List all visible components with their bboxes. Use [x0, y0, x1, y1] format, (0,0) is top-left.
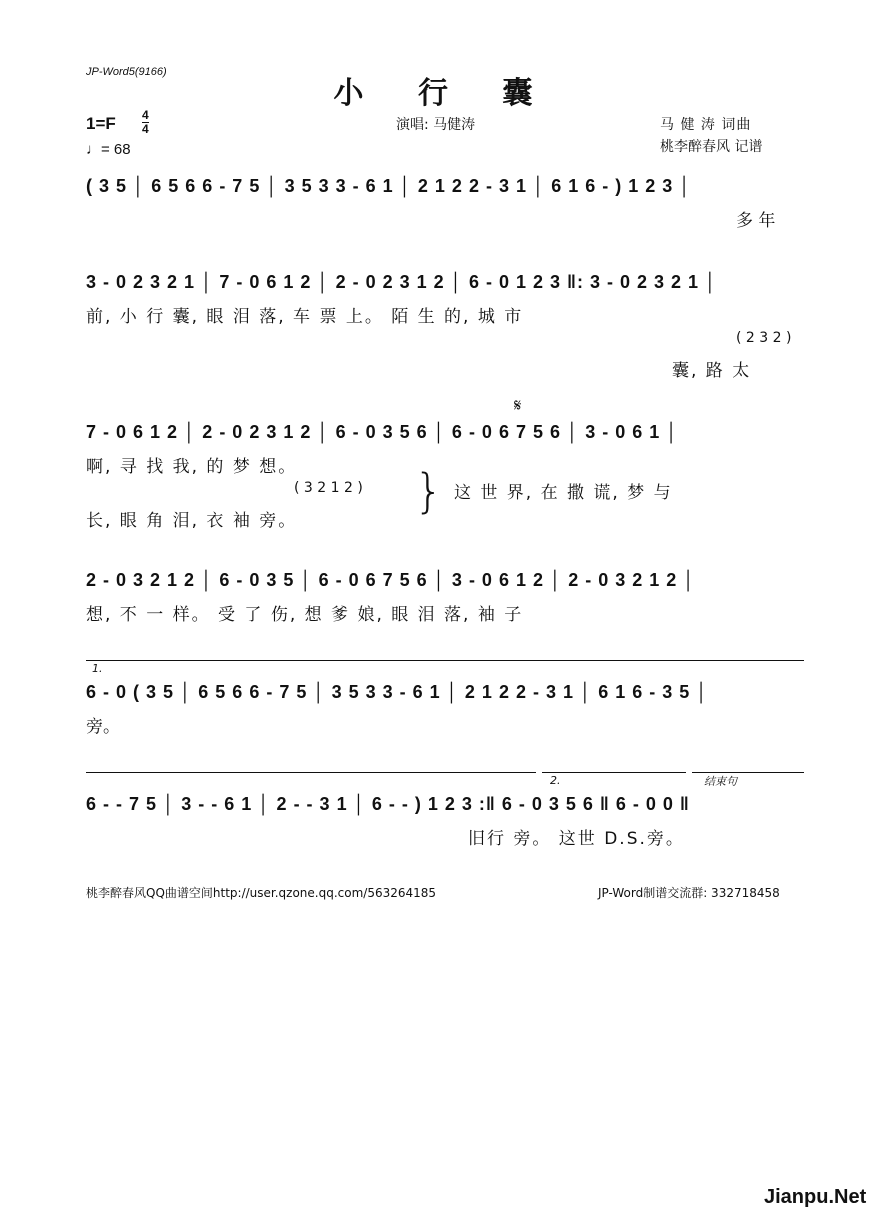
volta-bracket-2 [542, 772, 686, 773]
score-row-2-variant: ( 2 3 2 ) [736, 330, 792, 346]
footer-group: JP-Word制谱交流群: 332718458 [598, 886, 780, 900]
singer-credit: 演唱: 马健涛 [396, 117, 476, 133]
score-row-6-notes: 6 - - 7 5 │ 3 - - 6 1 │ 2 - - 3 1 │ 6 - - ) 1 2 3 :‖ 6 - 0 3 5 6 ‖ 6 - 0 0 ‖ [86, 794, 690, 814]
song-title: 小 行 囊 [333, 76, 555, 111]
volta-bracket-1b [86, 772, 536, 773]
score-row-3-lyrics: 啊, 寻 找 我, 的 梦 想。 [86, 457, 298, 477]
segno-sign: 𝄋 [514, 396, 522, 416]
score-row-5-lyrics: 旁。 [86, 717, 120, 737]
score-row-2-lyrics: 前, 小 行 囊, 眼 泪 落, 车 票 上。 陌 生 的, 城 市 [86, 307, 524, 327]
meter-bottom: 4 [142, 122, 149, 136]
volta-2-label: 2. [550, 774, 561, 787]
brace: } [414, 464, 444, 518]
score-row-3-lyrics-2: 长, 眼 角 泪, 衣 袖 旁。 [86, 511, 298, 531]
score-row-3-notes: 7 - 0 6 1 2 │ 2 - 0 2 3 1 2 │ 6 - 0 3 5 6 │ 6 - 0 6 7 5 6 │ 3 - 0 6 1 │ [86, 422, 679, 442]
time-signature [142, 109, 149, 136]
score-row-6-lyrics: 旧行 旁。 这世 D.S.旁。 [468, 829, 685, 849]
version-label: JP-Word5(9166) [86, 66, 167, 78]
score-row-5-notes: 6 - 0 ( 3 5 │ 6 5 6 6 - 7 5 │ 3 5 3 3 - 6 1 │ 2 1 2 2 - 3 1 │ 6 1 6 - 3 5 │ [86, 682, 709, 702]
coda-label: 结束句 [704, 775, 737, 788]
score-row-1-lyrics: 多 年 [736, 211, 776, 231]
volta-bracket-1 [86, 660, 804, 661]
score-row-2-lyrics-2: 囊, 路 太 [672, 361, 752, 381]
notator-credit: 桃李醉春风 记谱 [660, 139, 763, 155]
footer-source: 桃李醉春风QQ曲谱空间http://user.qzone.qq.com/563264185 [86, 886, 437, 900]
tempo-mark: ♩= 68 [86, 141, 131, 158]
meter-top: 4 [142, 108, 149, 122]
score-row-3-lyrics-3: 这 世 界, 在 撒 谎, 梦 与 [454, 483, 673, 503]
lyricist-credit: 马 健 涛 词曲 [660, 117, 752, 133]
score-row-4-notes: 2 - 0 3 2 1 2 │ 6 - 0 3 5 │ 6 - 0 6 7 5 6 │ 3 - 0 6 1 2 │ 2 - 0 3 2 1 2 │ [86, 570, 696, 590]
key-signature: 1=F [86, 114, 116, 133]
score-row-1-notes: ( 3 5 │ 6 5 6 6 - 7 5 │ 3 5 3 3 - 6 1 │ 2 1 2 2 - 3 1 │ 6 1 6 - ) 1 2 3 │ [86, 176, 692, 196]
site-watermark: Jianpu.Net [764, 1186, 867, 1208]
volta-1-label: 1. [92, 662, 103, 675]
score-row-2-notes: 3 - 0 2 3 2 1 │ 7 - 0 6 1 2 │ 2 - 0 2 3 1 2 │ 6 - 0 1 2 3 ‖: 3 - 0 2 3 2 1 │ [86, 272, 718, 292]
score-row-4-lyrics: 想, 不 一 样。 受 了 伤, 想 爹 娘, 眼 泪 落, 袖 子 [86, 605, 524, 625]
score-row-3-variant: ( 3 2 1 2 ) [294, 480, 363, 496]
